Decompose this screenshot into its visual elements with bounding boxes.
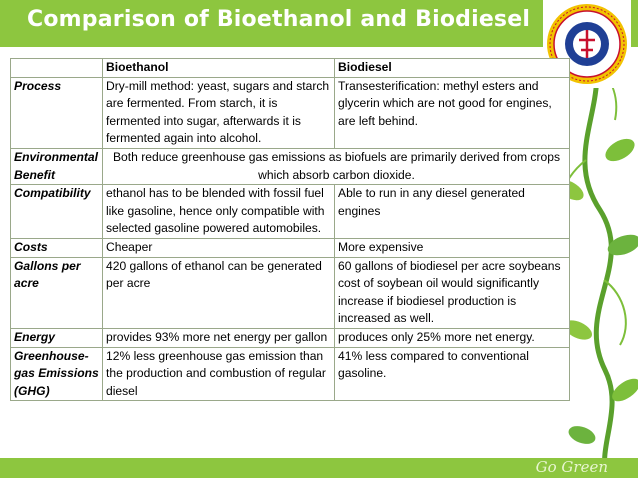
table-row [11,77,570,148]
cell-biodiesel-process: Transesterification: methyl esters and glycerin which are not good for engines, are left behind. [335,77,570,148]
row-label-environmental: Environmental Benefit [11,148,103,184]
row-label-compatibility: Compatibility [11,185,103,239]
table-row [11,238,570,257]
cell-bioethanol-ghg: 12% less greenhouse gas emission than the production and combustion of regular diesel [103,347,335,401]
cell-biodiesel-energy: produces only 25% more net energy. [335,328,570,347]
table-row [11,328,570,347]
slide-title: Comparison of Bioethanol and Biodiesel [27,7,531,32]
header-empty [11,59,103,78]
biodiesel-gallons-line-2: cost of soybean oil would significantly increase if biodiesel production is increased as well. [338,276,539,326]
table-row [11,148,570,184]
cell-biodiesel-costs: More expensive [335,238,570,257]
cell-bioethanol-process: Dry-mill method: yeast, sugars and starch are fermented. From starch, it is fermented into sugar, afterwards it is fermented again into alcohol. [103,77,335,148]
cell-bioethanol-gallons: 420 gallons of ethanol can be generated per acre [103,257,335,328]
cell-bioethanol-energy: provides 93% more net energy per gallon [103,328,335,347]
comparison-table [10,58,570,401]
table-row [11,185,570,239]
header-bioethanol: Bioethanol [103,59,335,78]
footer-bar [0,458,638,478]
table-header-row [11,59,570,78]
row-label-costs: Costs [11,238,103,257]
cell-biodiesel-ghg: 41% less compared to conventional gasoline. [335,347,570,401]
cell-biodiesel-gallons [335,257,570,328]
row-label-gallons: Gallons per acre [11,257,103,328]
cell-environmental-both: Both reduce greenhouse gas emissions as biofuels are primarily derived from crops which absorb carbon dioxide. [103,148,570,184]
row-label-energy: Energy [11,328,103,347]
row-label-ghg: Greenhouse-gas Emissions (GHG) [11,347,103,401]
go-green-footer: Go Green [535,458,608,476]
table-row [11,257,570,328]
cell-bioethanol-costs: Cheaper [103,238,335,257]
row-label-process: Process [11,77,103,148]
cell-biodiesel-compatibility: Able to run in any diesel generated engines [335,185,570,239]
cell-bioethanol-compatibility: ethanol has to be blended with fossil fuel like gasoline, hence only compatible with selected gasoline powered automobiles. [103,185,335,239]
biodiesel-gallons-line-1: 60 gallons of biodiesel per acre soybeans [338,258,561,273]
table-row [11,347,570,401]
header-biodiesel: Biodiesel [335,59,570,78]
